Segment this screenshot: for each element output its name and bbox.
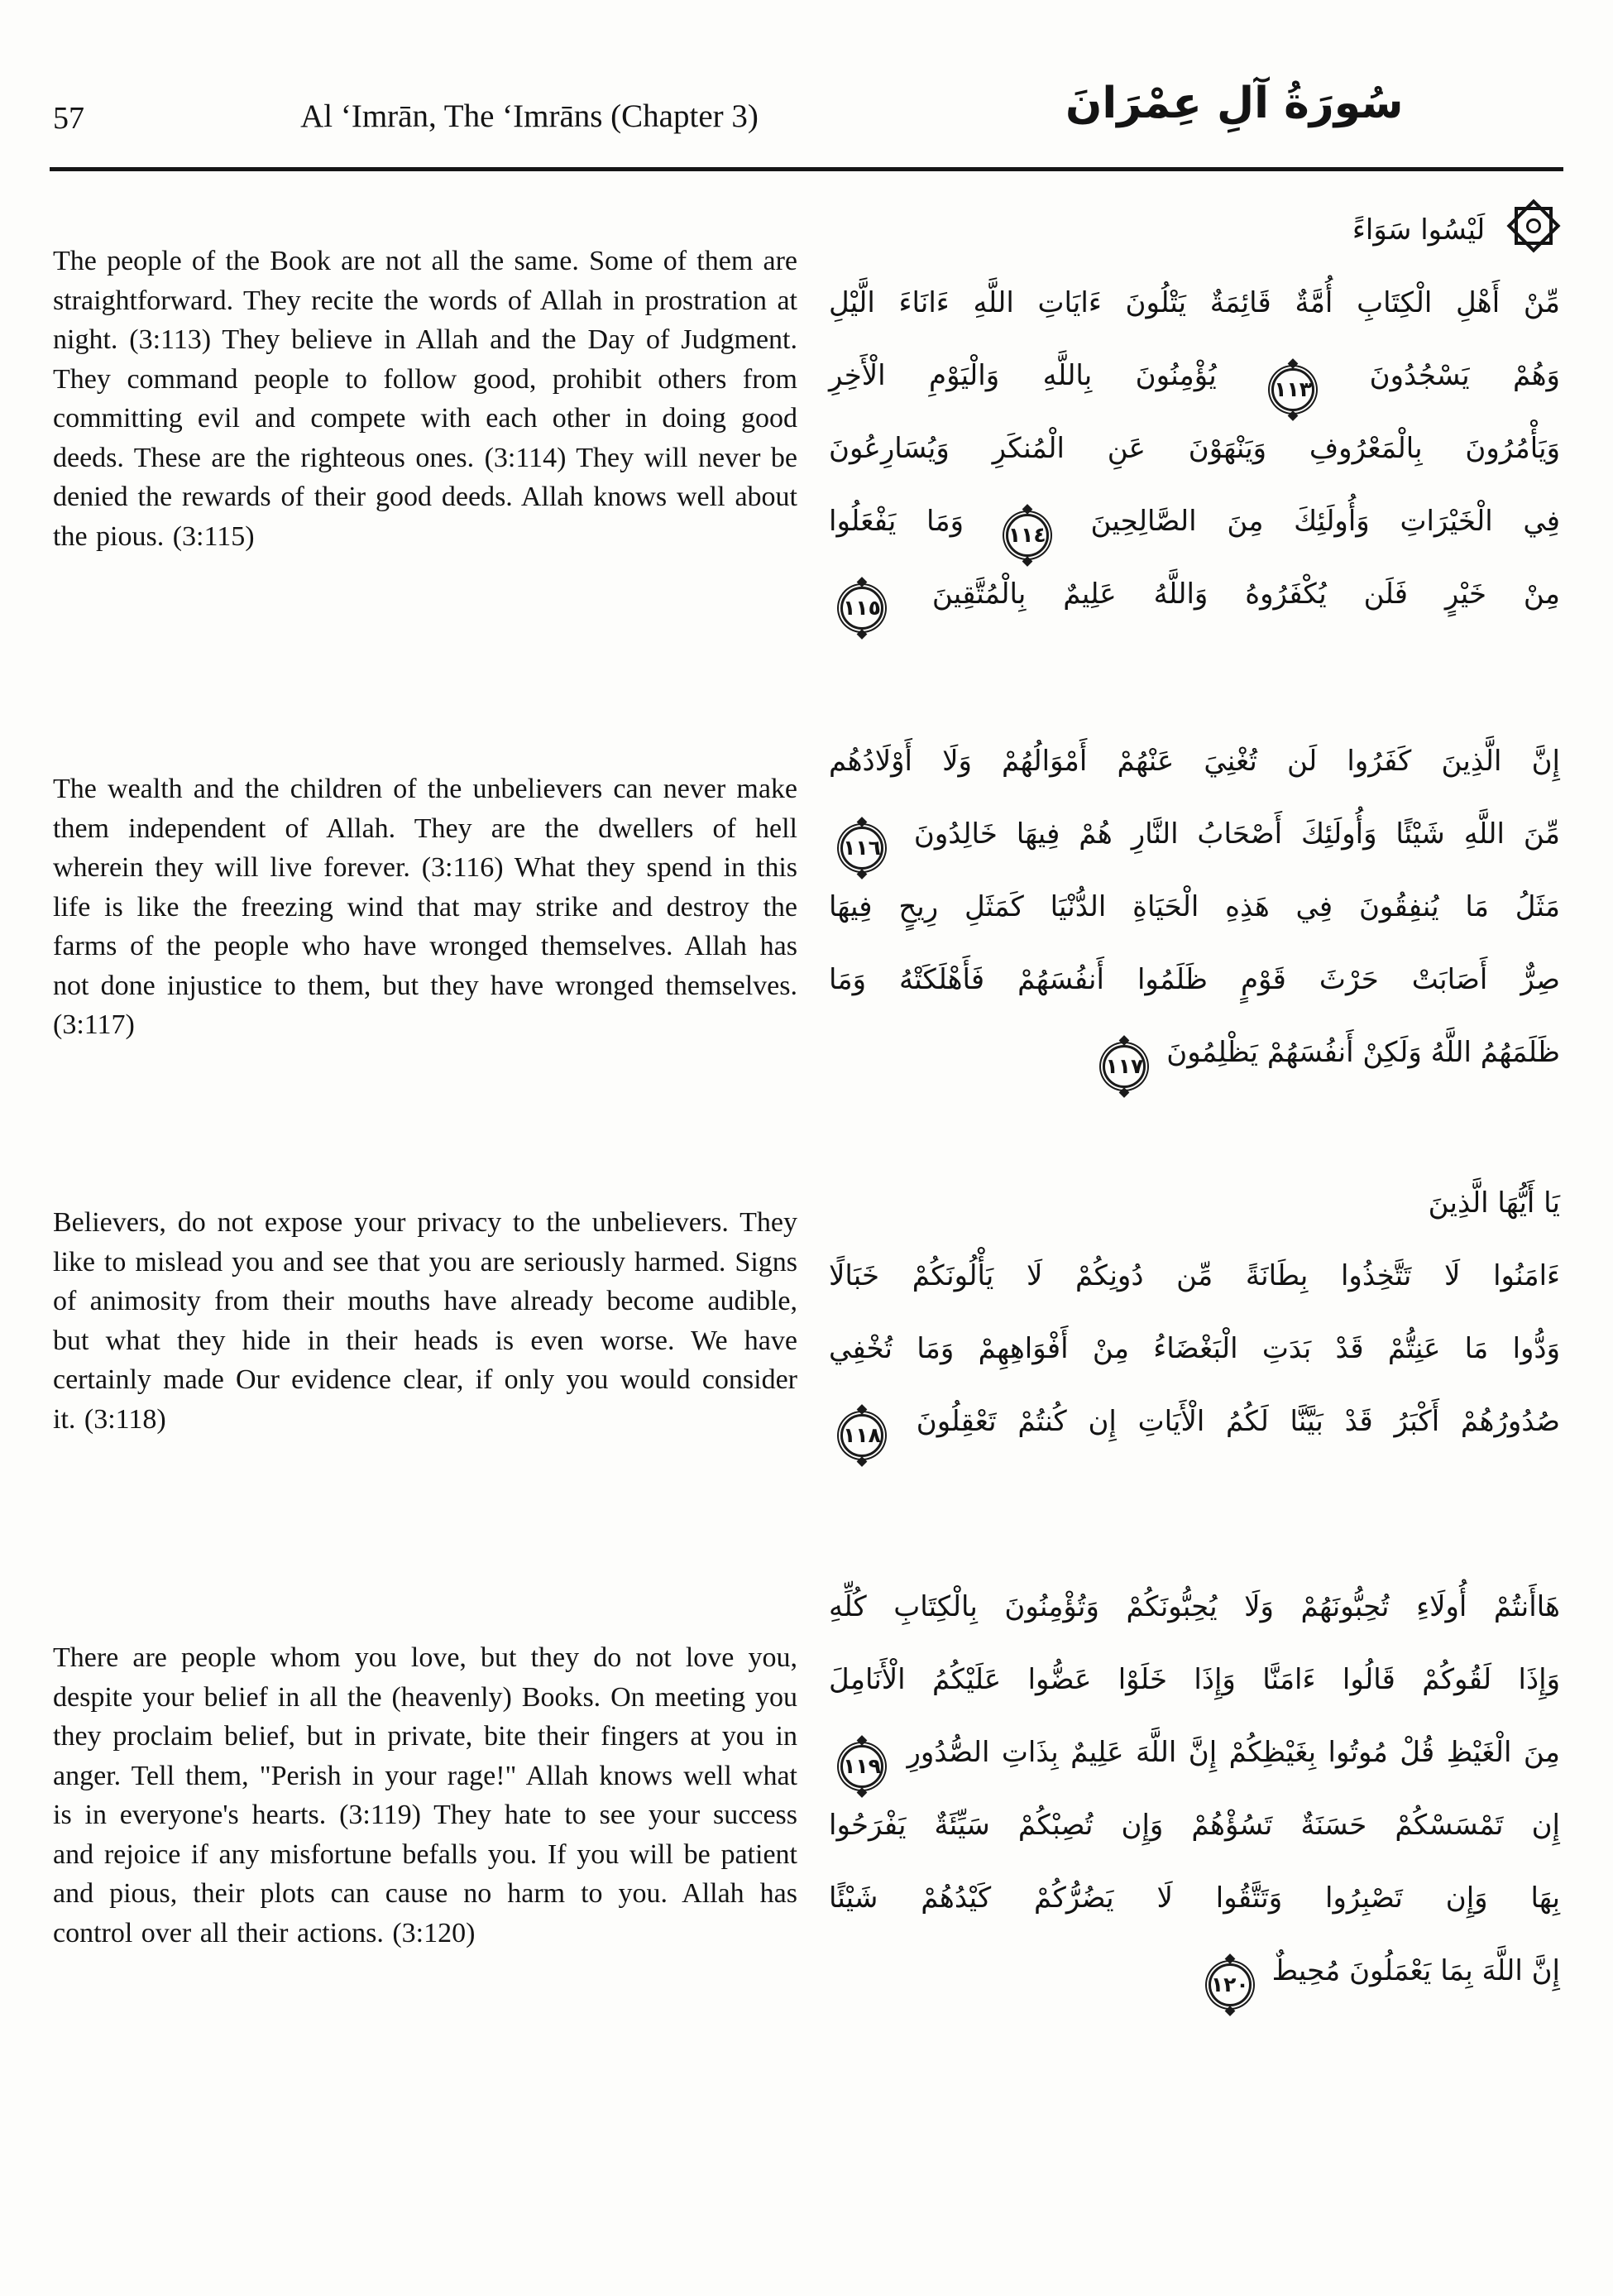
quran-line (829, 1167, 1560, 1239)
chapter-title: Al ‘Imrān, The ‘Imrāns (Chapter 3) (300, 98, 759, 134)
ayah-number-medallion: ١١٩ (840, 1745, 883, 1788)
ayah-number-medallion: ١١٧ (1103, 1045, 1146, 1088)
quran-line (829, 1716, 1560, 1789)
quran-line (829, 1239, 1560, 1312)
quran-line (829, 1312, 1560, 1385)
quran-line (829, 558, 1560, 630)
quran-line (829, 798, 1560, 870)
ayah-number-medallion: ١١٣ (1271, 368, 1314, 411)
verse-text: صِرٌّ أَصَابَتْ حَرْثَ قَوْمٍ ظَلَمُوا أَنفُسَهُمْ فَأَهْلَكَتْهُ وَمَا (829, 963, 1560, 996)
quran-verse-block (829, 1167, 1560, 1458)
quran-line (829, 194, 1560, 266)
quran-line (829, 870, 1560, 943)
verse-text: مِّنَ اللَّهِ شَيْئًا وَأُولَئِكَ أَصْحَابُ النَّارِ هُمْ فِيهَا خَالِدُونَ (913, 817, 1560, 851)
surah-title-calligraphy: سُورَةُ آلِ عِمْرَانَ (1065, 79, 1404, 128)
translation-paragraph: The people of the Book are not all the same. Some of them are straightforward. They recite the words of Allah in prostration at night. (3:113) They believe in Allah and the Day of Judgment. They command people to follow good, prohibit others from committing evil and compete with each other in doing good deeds. These are the righteous ones. (3:114) They will never be denied the rewards of their good deeds. Allah knows well about the pious. (3:115) (53, 246, 797, 552)
quran-line (829, 266, 1560, 339)
translation-paragraph: There are people whom you love, but they do not love you, despite your belief in all the (heavenly) Books. On meeting you they proclaim belief, but in private, bite their fingers at you in anger. Tell them, "Perish in your rage!" Allah knows well what is in everyone's hearts. (3:119) They hate to see your success and rejoice if any misfortune befalls you. If you will be patient and pious, their plots can cause no harm to you. Allah has control over all their actions. (3:120) (53, 1642, 797, 1948)
quran-verse-block (829, 1570, 1560, 2007)
quran-verse-block (829, 194, 1560, 630)
verse-text: هَاأَنتُمْ أُولَاءِ تُحِبُّونَهُمْ وَلَا يُحِبُّونَكُمْ وَتُؤْمِنُونَ بِالْكِتَابِ كُلِّهِ (829, 1590, 1560, 1623)
verse-text: مِنْ خَيْرٍ فَلَن يُكْفَرُوهُ وَاللَّهُ عَلِيمٌ بِالْمُتَّقِينَ (931, 578, 1560, 611)
quran-line (829, 412, 1560, 485)
ayah-number-medallion: ١١٦ (840, 827, 883, 870)
verse-text: صُدُورُهُمْ أَكْبَرُ قَدْ بَيَّنَّا لَكُمُ الْأَيَاتِ إِن كُنتُمْ تَعْقِلُونَ (916, 1405, 1561, 1438)
verse-text: مِّنْ أَهْلِ الْكِتَابِ أُمَّةٌ قَائِمَةٌ يَتْلُونَ ءَايَاتِ اللَّهِ ءَانَاءَ الَّيْلِ (829, 286, 1560, 319)
verse-text: وَهُمْ يَسْجُدُونَ (1369, 359, 1560, 392)
ayah-number-medallion: ١١٤ (1006, 514, 1049, 557)
ayah-number-medallion: ١٢٠ (1209, 1963, 1252, 2006)
verse-text: ءَامَنُوا لَا تَتَّخِذُوا بِطَانَةً مِّن دُونِكُمْ لَا يَأْلُونَكُمْ خَبَالًا (829, 1259, 1560, 1292)
verse-text: إِن تَمْسَسْكُمْ حَسَنَةٌ تَسُؤْهُمْ وَإِن تُصِبْكُمْ سَيِّئَةٌ يَفْرَحُوا (829, 1809, 1560, 1842)
verse-text: إِنَّ الَّذِينَ كَفَرُوا لَن تُغْنِيَ عَنْهُمْ أَمْوَالُهُمْ وَلَا أَوْلَادُهُم (829, 745, 1560, 778)
verse-text: مِنَ الْغَيْظِ قُلْ مُوتُوا بِغَيْظِكُمْ إِنَّ اللَّهَ عَلِيمٌ بِذَاتِ الصُّدُورِ (907, 1736, 1560, 1769)
verse-text: وَدُّوا مَا عَنِتُّمْ قَدْ بَدَتِ الْبَغْضَاءُ مِنْ أَفْوَاهِهِمْ وَمَا تُخْفِي (829, 1332, 1560, 1365)
ayah-number-medallion: ١١٨ (840, 1414, 883, 1457)
verse-text: يَا أَيُّهَا الَّذِينَ (1428, 1186, 1560, 1220)
verse-text: إِنَّ اللَّهَ بِمَا يَعْمَلُونَ مُحِيطٌ (1271, 1954, 1560, 1987)
quran-line (829, 1934, 1560, 2007)
quran-line (829, 485, 1560, 558)
verse-text: يُؤْمِنُونَ بِاللَّهِ وَالْيَوْمِ الْأَخِرِ (829, 359, 1217, 392)
quran-line (829, 339, 1560, 412)
verse-text: مَثَلُ مَا يُنفِقُونَ فِي هَذِهِ الْحَيَاةِ الدُّنْيَا كَمَثَلِ رِيحٍ فِيهَا (829, 890, 1560, 923)
verse-text: بِهَا وَإِن تَصْبِرُوا وَتَتَّقُوا لَا يَضُرُّكُمْ كَيْدُهُمْ شَيْئًا (829, 1881, 1560, 1915)
rub-el-hizb-icon (1507, 199, 1560, 252)
quran-line (829, 943, 1560, 1016)
verse-text: وَيَأْمُرُونَ بِالْمَعْرُوفِ وَيَنْهَوْنَ عَنِ الْمُنكَرِ وَيُسَارِعُونَ (829, 432, 1560, 465)
quran-line (829, 1016, 1560, 1089)
verse-text: فِي الْخَيْرَاتِ وَأُولَئِكَ مِنَ الصَّالِحِينَ (1090, 505, 1560, 538)
verse-text: لَيْسُوا سَوَاءً (1352, 213, 1486, 247)
page-number: 57 (53, 101, 84, 136)
verse-text: وَإِذَا لَقُوكُمْ قَالُوا ءَامَنَّا وَإِذَا خَلَوْا عَضُّوا عَلَيْكُمُ الْأَنَامِلَ (829, 1663, 1560, 1696)
verse-text: ظَلَمَهُمُ اللَّهُ وَلَكِنْ أَنفُسَهُمْ يَظْلِمُونَ (1166, 1036, 1560, 1069)
quran-line (829, 1643, 1560, 1716)
translation-paragraph: Believers, do not expose your privacy to the unbelievers. They like to mislead you and see that you are seriously harmed. Signs of animosity from their mouths have already become audible, but what they hide in their heads is even worse. We have certainly made Our evidence clear, if only you would consider it. (3:118) (53, 1207, 797, 1435)
verse-text: وَمَا يَفْعَلُوا (829, 505, 964, 538)
quran-line (829, 1385, 1560, 1458)
quran-line (829, 1570, 1560, 1643)
quran-verse-block (829, 725, 1560, 1089)
quran-line (829, 1862, 1560, 1934)
translation-paragraph: The wealth and the children of the unbelievers can never make them independent of Allah. They are the dwellers of hell wherein they will live forever. (3:116) What they spend in this life is like the freezing wind that may strike and destroy the farms of the people who have wronged themselves. Allah has not done injustice to them, but they have wronged themselves. (3:117) (53, 774, 797, 1040)
ayah-number-medallion: ١١٥ (840, 587, 883, 630)
header-rule (50, 167, 1563, 171)
quran-line (829, 1789, 1560, 1862)
quran-line (829, 725, 1560, 798)
